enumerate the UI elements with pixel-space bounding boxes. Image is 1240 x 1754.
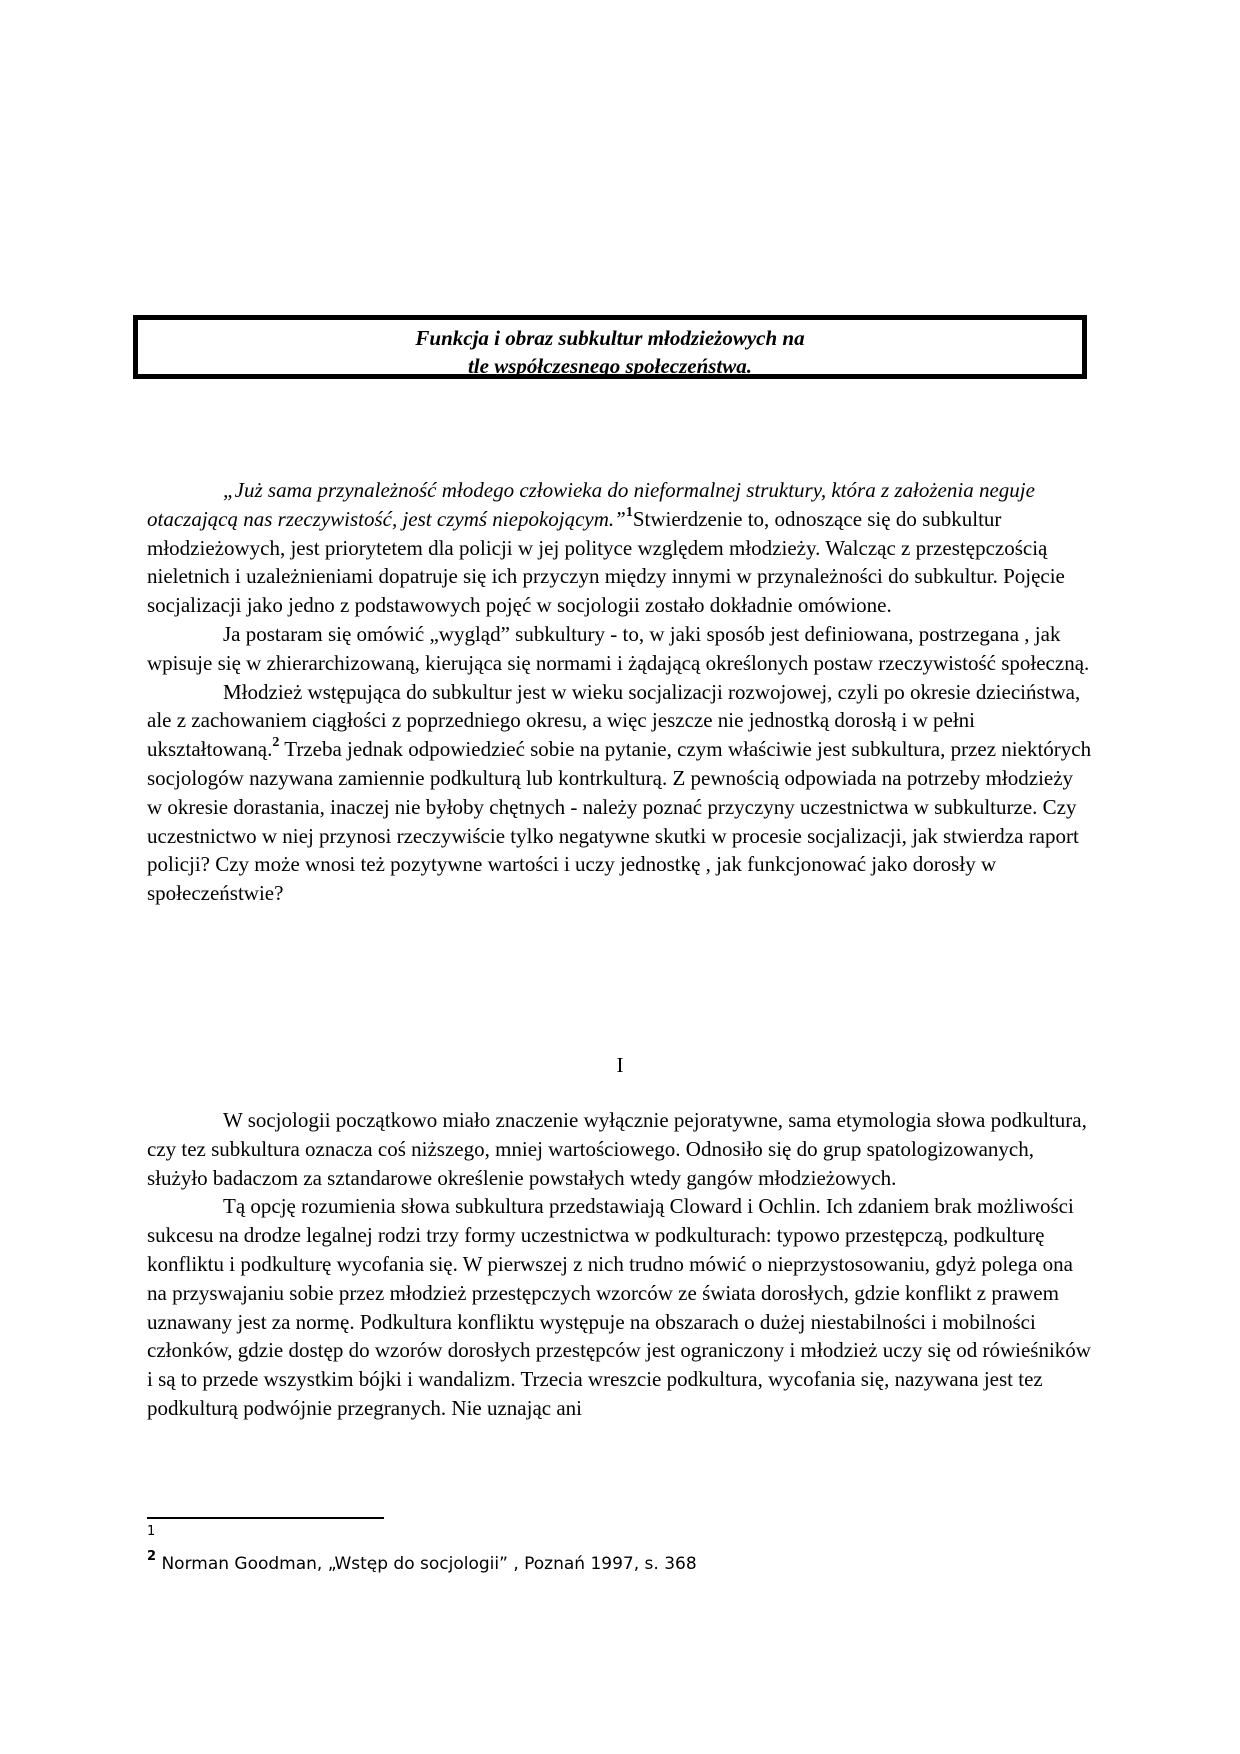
title-line-2: tle współczesnego społeczeństwa. xyxy=(467,354,753,378)
intro-paragraph-1 xyxy=(147,476,1092,620)
intro-paragraph-1-text: Stwierdzenie to, odnoszące się do subkultur młodzieżowych, jest priorytetem dla policji w jej polityce względem młodzieży. Walcząc z przestępczością nieletnich i uzależnieniami dopatruje się ich przyczyn między innymi w przynależności do subkultur. Pojęcie socjalizacji jako jedno z podstawowych pojęć w socjologii zostało dokładnie omówione. xyxy=(147,506,1065,618)
footnote-1 xyxy=(147,1522,1092,1552)
title-line-1: Funkcja i obraz subkultur młodzieżowych na xyxy=(415,326,805,350)
footnote-ref-2[interactable]: 2 xyxy=(272,735,280,751)
section-paragraph-1: W socjologii początkowo miało znaczenie wyłącznie pejoratywne, sama etymologia słowa podkultura, czy tez subkultura oznacza coś niższego, mniej wartościowego. Odnosiło się do grup spatologizowanych, służyło badaczom za sztandarowe określenie powstałych wtedy gangów młodzieżowych. xyxy=(147,1108,1087,1190)
footnote-separator xyxy=(147,1517,384,1519)
intro-paragraph-2: Ja postaram się omówić „wygląd” subkultury - to, w jaki sposób jest definiowana, postrzegana , jak wpisuje się w zhierarchizowaną, kierująca się normami i żądającą określonych postaw rzeczywistość społeczną. xyxy=(147,621,1090,675)
intro-paragraph-3 xyxy=(147,678,1092,908)
section-number: I xyxy=(616,1053,624,1077)
title-box xyxy=(133,315,1087,379)
section-paragraph-2: Tą opcję rozumienia słowa subkultura przedstawiają Cloward i Ochlin. Ich zdaniem brak możliwości sukcesu na drodze legalnej rodzi trzy formy uczestnictwa w podkulturach: typowo przestępczą, podkulturę konfliktu i podkulturę wycofania się. W pierwszej z nich trudno mówić o nieprzystosowaniu, gdyż polega ona na przyswajaniu sobie przez młodzież przestępczych wzorców ze świata dorosłych, gdzie konflikt z prawem uznawany jest za normę. Podkultura konfliktu występuje na obszarach o dużej niestabilności i mobilności członków, gdzie dostęp do wzorów dorosłych przestępców jest ograniczony i młodzież uczy się od rówieśników i są to przede wszystkim bójki i wandalizm. Trzecia wreszcie podkultura, wycofania się, nazywana jest tez podkulturą podwójnie przegranych. Nie uznając ani xyxy=(147,1194,1091,1420)
section-one xyxy=(147,1106,1092,1423)
footnote-1-number: 1 xyxy=(147,1524,156,1539)
footnote-2 xyxy=(147,1549,1092,1576)
intro-paragraph-3-text-b: Trzeba jednak odpowiedzieć sobie na pytanie, czym właściwie jest subkultura, przez niektórych socjologów nazywana zamiennie podkulturą lub kontrkulturą. Z pewnością odpowiada na potrzeby młodzieży w okresie dorastania, inaczej nie byłoby chętnych - należy poznać przyczyny uczestnictwa w subkulturze. Czy uczestnictwo w niej przynosi rzeczywiście tylko negatywne skutki w procesie socjalizacji, jak stwierdza raport policji? Czy może wnosi też pozytywne wartości i uczy jednostkę , jak funkcjonować jako dorosły w społeczeństwie? xyxy=(147,737,1092,906)
intro-section xyxy=(147,476,1092,908)
footnotes xyxy=(147,1522,1092,1576)
footnote-ref-1[interactable]: 1 xyxy=(625,504,633,520)
footnote-2-number: 2 xyxy=(147,1549,157,1565)
footnote-2-text: Norman Goodman, „Wstęp do socjologii” , Poznań 1997, s. 368 xyxy=(156,1554,697,1574)
intro-quote: „Już sama przynależność młodego człowieka do nieformalnej struktury, która z założenia neguje otaczającą nas rzeczywistość, jest czymś niepokojącym.” xyxy=(147,478,1035,531)
intro-paragraph-3-text-a: Młodzież wstępująca do subkultur jest w wieku socjalizacji rozwojowej, czyli po okresie dzieciństwa, ale z zachowaniem ciągłości z poprzedniego okresu, a więc jeszcze nie jednostką dorosłą i w pełni ukształtowaną. xyxy=(147,679,1081,762)
